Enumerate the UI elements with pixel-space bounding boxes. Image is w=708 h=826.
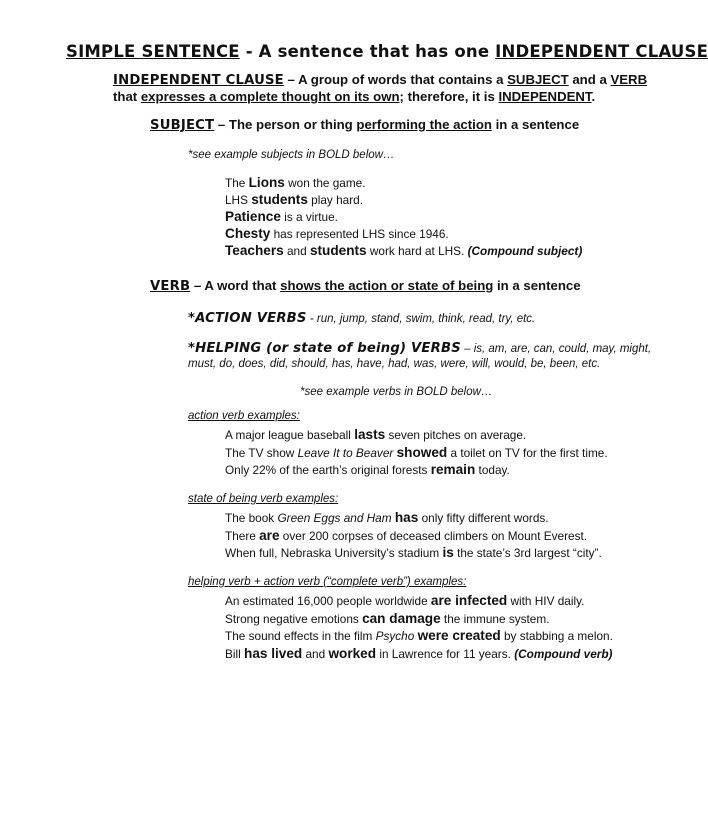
example-text: has represented LHS since 1946. [270,227,449,241]
title-definition-key: INDEPENDENT CLAUSE [495,42,708,61]
subject-note: *see example subjects in BOLD below… [188,149,395,161]
example-verb: are infected [430,593,508,608]
subject-term: SUBJECT [150,118,215,133]
example-verb: has lived [244,645,303,661]
example-verb: are [259,527,280,543]
example-text: only fifty different words. [418,511,549,525]
verb-example [225,427,526,442]
helping-verbs-line [188,340,651,356]
subject-example [225,175,366,190]
ic-text: that [113,89,141,104]
example-verb: is [442,545,454,560]
example-subject: Teachers [225,243,284,258]
ic-independent-word: INDEPENDENT [498,89,592,104]
verb-example [225,462,510,477]
example-subject: students [251,192,308,207]
verb-key-phrase: shows the action or state of being [280,278,494,293]
verb-example [225,545,602,560]
example-subject: Chesty [225,226,271,241]
example-title: Green Eggs and Ham [277,511,392,525]
helping-verbs-list: – is, am, are, can, could, may, might, [460,343,652,355]
subject-text: – The person or thing [214,117,357,132]
example-text: Bill [225,646,245,661]
example-text: When full, Nebraska University’s stadium [225,546,443,560]
verb-text: in a sentence [493,278,581,293]
example-text: over 200 corpses of deceased climbers on Mount Everest. [279,528,588,543]
example-verb: remain [430,462,476,477]
verb-example [225,510,549,525]
helping-verbs-label: *HELPING (or state of being) VERBS [188,341,461,356]
example-title: Leave It to Beaver [297,445,394,460]
example-text: by stabbing a melon. [500,629,613,643]
example-text: seven pitches on average. [385,428,527,442]
example-subject: Lions [248,175,285,190]
subject-example [225,192,363,207]
example-text: There [225,528,260,543]
action-verbs-label: *ACTION VERBS [188,311,307,326]
verb-example [225,528,587,543]
example-text: A major league baseball [225,428,355,442]
example-text: play hard. [307,193,363,207]
example-text: the immune system. [440,611,550,626]
ic-text: ; therefore, it is [399,89,499,104]
verb-example [225,628,613,643]
example-subject: Patience [225,209,281,224]
verb-definition [150,278,581,294]
verb-note: *see example verbs in BOLD below… [300,386,493,398]
example-text: a toilet on TV for the first time. [447,445,608,460]
example-text: Only 22% of the earth’s original forests [225,463,431,477]
ic-key-phrase: expresses a complete thought on its own [140,89,400,104]
example-text: is a virtue. [280,210,338,224]
verb-term: VERB [150,279,191,294]
page-title [66,42,708,61]
action-verbs-list: - run, jump, stand, swim, think, read, try, etc. [306,313,536,325]
verb-example [225,593,584,608]
verb-example [225,646,613,661]
independent-clause-term: INDEPENDENT CLAUSE [113,73,284,88]
helping-verbs-list-cont: must, do, does, did, should, has, have, had, was, were, will, would, be, been, etc. [188,358,601,370]
subject-text: in a sentence [491,117,580,132]
example-text: The TV show [225,445,298,460]
example-text: The book [225,511,278,525]
verb-example [225,445,608,460]
example-text: The sound effects in the film [225,629,376,643]
example-text: and [283,244,310,258]
ic-text: and a [568,72,611,87]
example-verb: worked [328,645,377,661]
example-text: won the game. [284,176,366,190]
verb-text: – A word that [190,278,281,293]
example-section-heading: state of being verb examples: [188,493,339,505]
ic-text: . [591,89,596,104]
example-text: in Lawrence for 11 years. [376,646,515,661]
subject-example [225,209,338,224]
example-title: Psycho [375,629,415,643]
example-verb: lasts [354,427,386,442]
action-verbs-line [188,310,535,326]
example-subject: students [309,243,367,258]
subject-example [225,243,582,258]
ic-text: – A group of words that contains a [283,72,508,87]
subject-definition [150,117,579,133]
example-verb: showed [396,444,448,460]
example-text: with HIV daily. [507,594,585,608]
subject-key-phrase: performing the action [356,117,492,132]
example-text: The [225,176,249,190]
independent-clause-definition [113,72,647,88]
ic-subject-word: SUBJECT [507,72,569,87]
example-text: work hard at LHS. [366,244,468,258]
example-verb: has [394,510,419,525]
title-definition: - A sentence that has one [239,42,496,61]
example-text: the state’s 3rd largest “city”. [453,546,602,560]
compound-verb-label: (Compound verb) [514,646,613,661]
example-section-heading: helping verb + action verb (“complete verb”) examples: [188,576,467,588]
example-text: An estimated 16,000 people worldwide [225,594,431,608]
title-term: SIMPLE SENTENCE [66,42,240,61]
verb-example [225,611,549,626]
subject-example [225,226,449,241]
example-text: LHS [225,193,252,207]
example-section-heading: action verb examples: [188,410,300,422]
independent-clause-definition-cont [113,89,595,104]
example-text: Strong negative emotions [225,611,363,626]
compound-subject-label: (Compound subject) [467,244,583,258]
example-text: today. [475,463,510,477]
example-verb: were created [417,628,501,643]
example-text: and [302,646,329,661]
example-verb: can damage [362,610,441,626]
ic-verb-word: VERB [610,72,648,87]
